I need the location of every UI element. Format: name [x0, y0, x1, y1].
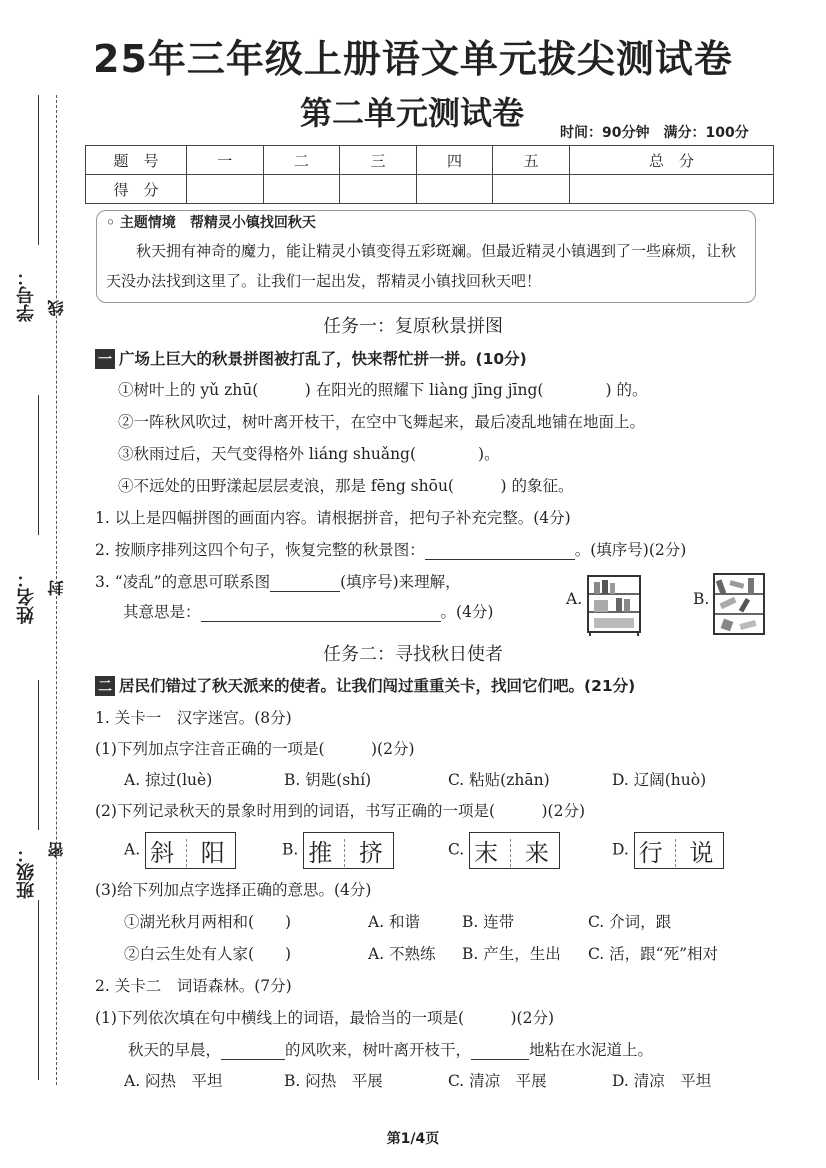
score-header-cell: 一: [187, 146, 264, 175]
fill-sentence: [128, 1038, 653, 1060]
option[interactable]: B. 闷热 平展: [284, 1072, 383, 1090]
level-1-q3: (3)给下列加点字选择正确的意思。(4分): [95, 881, 372, 899]
theme-heading: ◦ 主题情境 帮精灵小镇找回秋天: [106, 215, 316, 231]
question-1-2-text: 2. 按顺序排列这四个句子，恢复完整的秋景图：: [95, 541, 425, 559]
binding-line-1: [38, 95, 39, 245]
option[interactable]: C. 粘贴(zhān): [448, 771, 550, 789]
section-2-text: 居民们错过了秋天派来的使者。让我们闯过重重关卡，找回它们吧。(21分): [119, 677, 636, 695]
word-char: 斜: [150, 839, 187, 867]
page-title: 25年三年级上册语文单元拔尖测试卷: [93, 37, 733, 81]
score-table: [85, 145, 774, 204]
score-header-cell: 题 号: [86, 146, 187, 175]
option-a[interactable]: [124, 832, 236, 869]
score-header-cell: 三: [340, 146, 417, 175]
option-b[interactable]: [282, 832, 394, 869]
option-label: C.: [448, 840, 465, 859]
level-1-heading: 1. 关卡一 汉字迷宫。(8分): [95, 709, 292, 727]
picture-a-label: A.: [566, 590, 583, 608]
section-1-heading: [95, 347, 527, 369]
word-char: 末: [474, 839, 511, 867]
meaning-item-2: ②白云生处有人家( ): [124, 945, 292, 963]
question-1-3-prompt: 其意思是：: [123, 603, 201, 621]
task1-title: 任务一：复原秋景拼图: [323, 316, 503, 337]
sentence-1: ①树叶上的 yǔ zhū( ) 在阳光的照耀下 liàng jīng jīng( ) 的。: [118, 381, 648, 399]
level-2-q1: (1)下列依次填在句中横线上的词语，最恰当的一项是( )(2分): [95, 1009, 555, 1027]
word-char: 说: [689, 839, 720, 867]
section-2-mark: 二: [95, 676, 115, 696]
word-char: 阳: [200, 839, 231, 867]
score-cell[interactable]: [263, 175, 340, 204]
binding-dashed-line: [56, 95, 57, 1085]
seal-secret-char: 密: [47, 842, 66, 858]
score-header-cell: 四: [416, 146, 493, 175]
option[interactable]: C. 清凉 平展: [448, 1072, 547, 1090]
answer-blank[interactable]: [201, 605, 441, 622]
word-char: 挤: [358, 839, 389, 867]
question-1-2-suffix: 。(填序号)(2分): [574, 541, 687, 559]
section-1-mark: 一: [95, 349, 115, 369]
option-c[interactable]: [448, 832, 560, 869]
section-1-text: 广场上巨大的秋景拼图被打乱了，快来帮忙拼一拼。(10分): [119, 350, 527, 368]
answer-blank[interactable]: [471, 1043, 529, 1060]
section-2-heading: [95, 674, 635, 696]
score-cell[interactable]: [493, 175, 570, 204]
fill-sentence-part: 的风吹来，树叶离开枝干，: [285, 1041, 472, 1059]
picture-b-messy-shelf: [712, 572, 766, 636]
score-header-cell: 总 分: [569, 146, 773, 175]
level-2-heading: 2. 关卡二 词语森林。(7分): [95, 977, 292, 995]
picture-a-tidy-shelf: [586, 574, 642, 636]
score-cell[interactable]: [187, 175, 264, 204]
option[interactable]: A. 不熟练: [368, 945, 436, 963]
option[interactable]: D. 辽阔(huò): [612, 771, 707, 789]
option[interactable]: A. 和谐: [368, 913, 421, 931]
sentence-2: ②一阵秋风吹过，树叶离开枝干，在空中飞舞起来，最后凌乱地铺在地面上。: [118, 413, 646, 431]
word-char: 来: [524, 839, 555, 867]
option-d[interactable]: [612, 832, 724, 869]
task2-title: 任务二：寻找秋日使者: [323, 644, 503, 665]
answer-blank[interactable]: [221, 1043, 285, 1060]
seal-line-char: 线: [47, 300, 66, 316]
option[interactable]: B. 产生，生出: [462, 945, 561, 963]
word-char: 行: [639, 839, 676, 867]
level-1-q2: (2)下列记录秋天的景象时用到的词语，书写正确的一项是( )(2分): [95, 802, 586, 820]
level-1-q1: (1)下列加点字注音正确的一项是( )(2分): [95, 740, 415, 758]
answer-blank[interactable]: [270, 575, 340, 592]
word-box: [145, 832, 236, 869]
question-1-3-line2: [123, 600, 493, 622]
exam-meta: 时间：90分钟 满分：100分: [560, 125, 749, 141]
page-number: 第1/4页: [386, 1131, 440, 1147]
question-1-2: [95, 538, 686, 560]
question-1-3-text: 3. “凌乱”的意思可联系图: [95, 573, 271, 591]
score-table-score-row: [86, 175, 774, 204]
name-label: 姓名：: [16, 570, 37, 624]
page-subtitle: 第二单元测试卷: [300, 94, 525, 132]
word-box: [469, 832, 560, 869]
option-label: B.: [282, 840, 299, 859]
option[interactable]: A. 掠过(luè): [124, 771, 213, 789]
question-1-3-mid: (填序号)来理解，: [340, 573, 461, 591]
fill-sentence-part: 地粘在水泥道上。: [529, 1041, 654, 1059]
word-box: [634, 832, 725, 869]
binding-line-3: [38, 680, 39, 830]
seal-seal-char: 封: [47, 580, 66, 596]
option[interactable]: C. 介词，跟: [588, 913, 672, 931]
score-table-header-row: [86, 146, 774, 175]
binding-line-2: [38, 395, 39, 535]
option[interactable]: A. 闷热 平坦: [124, 1072, 223, 1090]
fill-sentence-part: 秋天的早晨，: [128, 1041, 222, 1059]
sentence-4: ④不远处的田野漾起层层麦浪，那是 fēng shōu( ) 的象征。: [118, 477, 574, 495]
option[interactable]: B. 钥匙(shí): [284, 771, 372, 789]
option[interactable]: B. 连带: [462, 913, 515, 931]
score-cell[interactable]: [340, 175, 417, 204]
answer-blank[interactable]: [425, 543, 575, 560]
picture-b-label: B.: [693, 590, 710, 608]
question-1-3-suffix: 。(4分): [440, 603, 494, 621]
meaning-item-1: ①湖光秋月两相和( ): [124, 913, 292, 931]
student-id-label: 学号：: [16, 268, 37, 322]
option[interactable]: D. 清凉 平坦: [612, 1072, 712, 1090]
score-cell[interactable]: [416, 175, 493, 204]
binding-line-4: [38, 900, 39, 1080]
word-char: 推: [308, 839, 345, 867]
score-header-cell: 二: [263, 146, 340, 175]
score-header-cell: 五: [493, 146, 570, 175]
option-label: D.: [612, 840, 629, 859]
score-cell[interactable]: [569, 175, 773, 204]
theme-text: 秋天拥有神奇的魔力，能让精灵小镇变得五彩斑斓。但最近精灵小镇遇到了一些麻烦，让秋天没办法找到这里了。让我们一起出发，帮精灵小镇找回秋天吧！: [106, 242, 737, 290]
question-1-3: [95, 570, 461, 592]
option[interactable]: C. 活，跟“死”相对: [588, 945, 719, 963]
class-label: 班级：: [16, 845, 37, 899]
question-1-1: 1. 以上是四幅拼图的画面内容。请根据拼音，把句子补充完整。(4分): [95, 509, 571, 527]
word-box: [303, 832, 394, 869]
option-label: A.: [124, 840, 141, 859]
score-row-label: 得 分: [86, 175, 187, 204]
sentence-3: ③秋雨过后，天气变得格外 liáng shuǎng( )。: [118, 445, 500, 463]
